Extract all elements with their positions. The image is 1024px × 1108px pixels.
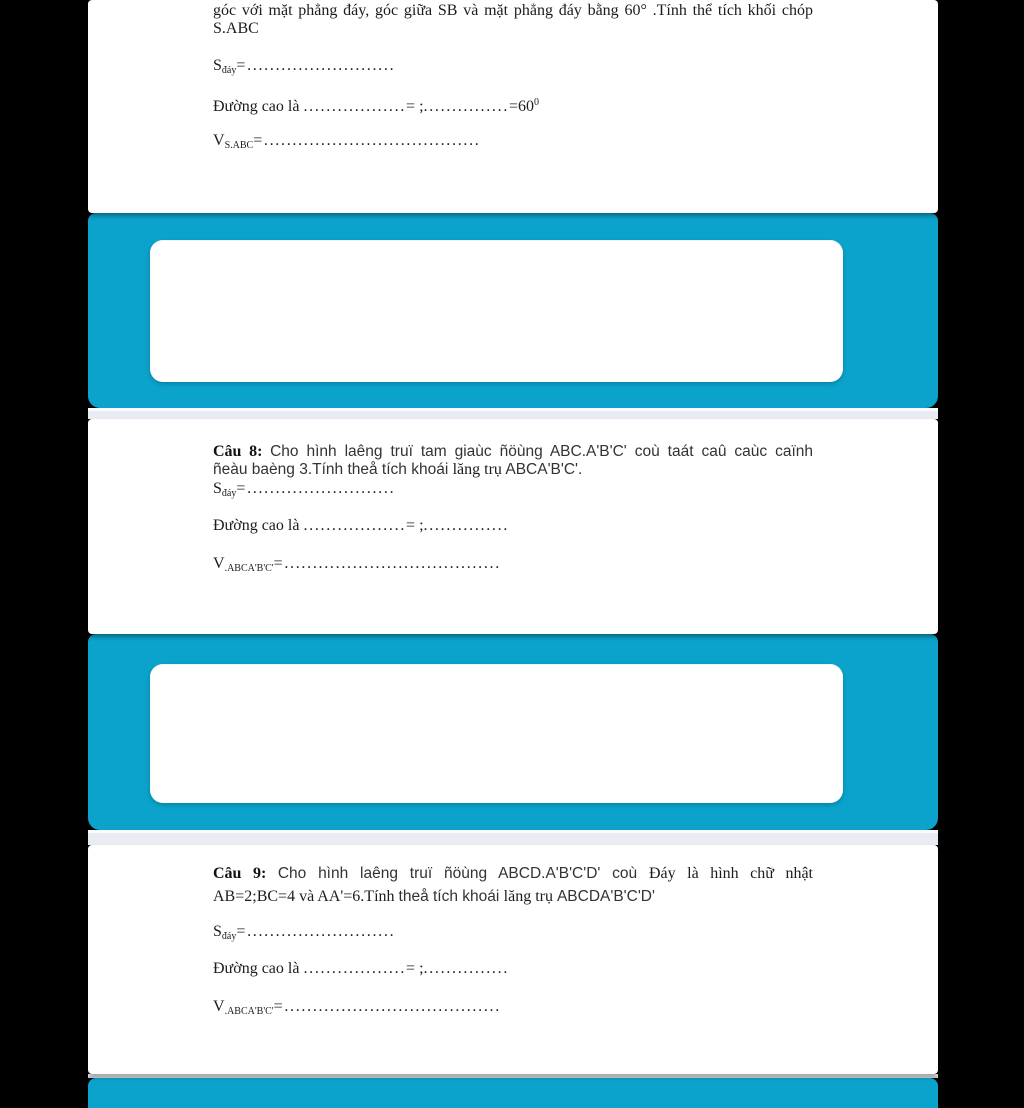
question-9-text-sans: Cho hình laêng truï ñöùng ABCD.A'B'C'D' coù bbox=[277, 865, 649, 882]
question-8-line1 bbox=[213, 442, 813, 461]
duong-cao-equals: = ; bbox=[406, 98, 424, 115]
s-symbol: S bbox=[213, 923, 222, 940]
angle-value: =60 bbox=[509, 98, 535, 115]
s-symbol: S bbox=[213, 480, 222, 497]
document-viewer bbox=[88, 0, 938, 1108]
duong-cao-line bbox=[213, 516, 813, 535]
duong-cao-blank2: ............... bbox=[423, 960, 510, 977]
duong-cao-label: Đường cao là bbox=[213, 98, 304, 115]
duong-cao-blank1: .................. bbox=[303, 98, 407, 115]
duong-cao-label: Đường cao là bbox=[213, 517, 304, 534]
duong-cao-blank1: .................. bbox=[303, 960, 407, 977]
duong-cao-line bbox=[213, 93, 813, 116]
v-dotted-blank: =...................................... bbox=[273, 555, 501, 572]
s-dotted-blank: =.......................... bbox=[236, 57, 396, 74]
v-symbol: V bbox=[213, 555, 225, 572]
answer-box-2[interactable] bbox=[150, 664, 843, 803]
page-separator-2 bbox=[88, 830, 938, 845]
duong-cao-label: Đường cao là bbox=[213, 960, 304, 977]
s-day-line bbox=[213, 479, 813, 503]
v-subscript: S.ABC bbox=[224, 140, 254, 151]
volume-line bbox=[213, 554, 813, 578]
duong-cao-equals: = ; bbox=[406, 960, 424, 977]
v-symbol: V bbox=[213, 998, 225, 1015]
question-8-heading: Câu 8: bbox=[213, 443, 263, 460]
question-9-prism-name: ABCDA'B'C'D' bbox=[556, 888, 655, 905]
duong-cao-line bbox=[213, 959, 813, 978]
v-symbol: V bbox=[213, 132, 225, 149]
answer-section-3 bbox=[88, 1078, 938, 1108]
worksheet-page-2 bbox=[88, 419, 938, 634]
v-subscript: .ABCA'B'C' bbox=[224, 563, 274, 574]
answer-section-1 bbox=[88, 213, 938, 408]
question-9-dimensions: AB=2;BC=4 và AA'=6.Tính bbox=[213, 888, 399, 905]
s-subscript: đáy bbox=[221, 488, 237, 499]
volume-line bbox=[213, 131, 813, 155]
answer-section-2 bbox=[88, 634, 938, 830]
s-day-line bbox=[213, 56, 813, 80]
v-subscript: .ABCA'B'C' bbox=[224, 1006, 274, 1017]
question-9-text-sans2: theå tích khoái bbox=[398, 888, 504, 905]
question-8-text-tail: ABCA'B'C'. bbox=[501, 461, 583, 478]
question-8-text: Cho hình laêng truï tam giaùc ñöùng ABC.A'B'C' coù taát caû caùc caïnh bbox=[270, 443, 814, 460]
question-9-heading: Câu 9: bbox=[213, 865, 267, 882]
problem-statement-line1: góc với mặt phẳng đáy, góc giữa SB và mặt phẳng đáy bằng 60° .Tính thể tích khối chóp bbox=[213, 2, 813, 19]
answer-box-1[interactable] bbox=[150, 240, 843, 382]
worksheet-page-3 bbox=[88, 845, 938, 1074]
s-dotted-blank: =.......................... bbox=[236, 480, 396, 497]
question-9-line1 bbox=[213, 864, 813, 883]
question-9-text-serif: Đáy là hình chữ nhật bbox=[648, 865, 814, 882]
question-8-text-sans: ñeàu baèng 3.Tính theå tích khoái bbox=[213, 461, 453, 478]
s-day-line bbox=[213, 922, 813, 946]
s-dotted-blank: =.......................... bbox=[236, 923, 396, 940]
v-dotted-blank: =...................................... bbox=[253, 132, 481, 149]
angle-superscript: 0 bbox=[534, 97, 540, 108]
problem-statement-line2: S.ABC bbox=[213, 20, 259, 37]
duong-cao-blank2: ............... bbox=[423, 517, 510, 534]
question-8-line2 bbox=[213, 460, 813, 479]
duong-cao-equals: = ; bbox=[406, 517, 424, 534]
v-dotted-blank: =...................................... bbox=[273, 998, 501, 1015]
page-separator-1 bbox=[88, 408, 938, 419]
worksheet-page-1 bbox=[88, 0, 938, 213]
s-subscript: đáy bbox=[221, 65, 237, 76]
duong-cao-blank2: ............... bbox=[423, 98, 510, 115]
question-9-text-serif2: lăng trụ bbox=[503, 888, 557, 905]
s-symbol: S bbox=[213, 57, 222, 74]
s-subscript: đáy bbox=[221, 931, 237, 942]
duong-cao-blank1: .................. bbox=[303, 517, 407, 534]
question-9-line2 bbox=[213, 887, 813, 906]
volume-line bbox=[213, 997, 813, 1021]
question-8-text-serif: lăng trụ bbox=[452, 461, 502, 478]
